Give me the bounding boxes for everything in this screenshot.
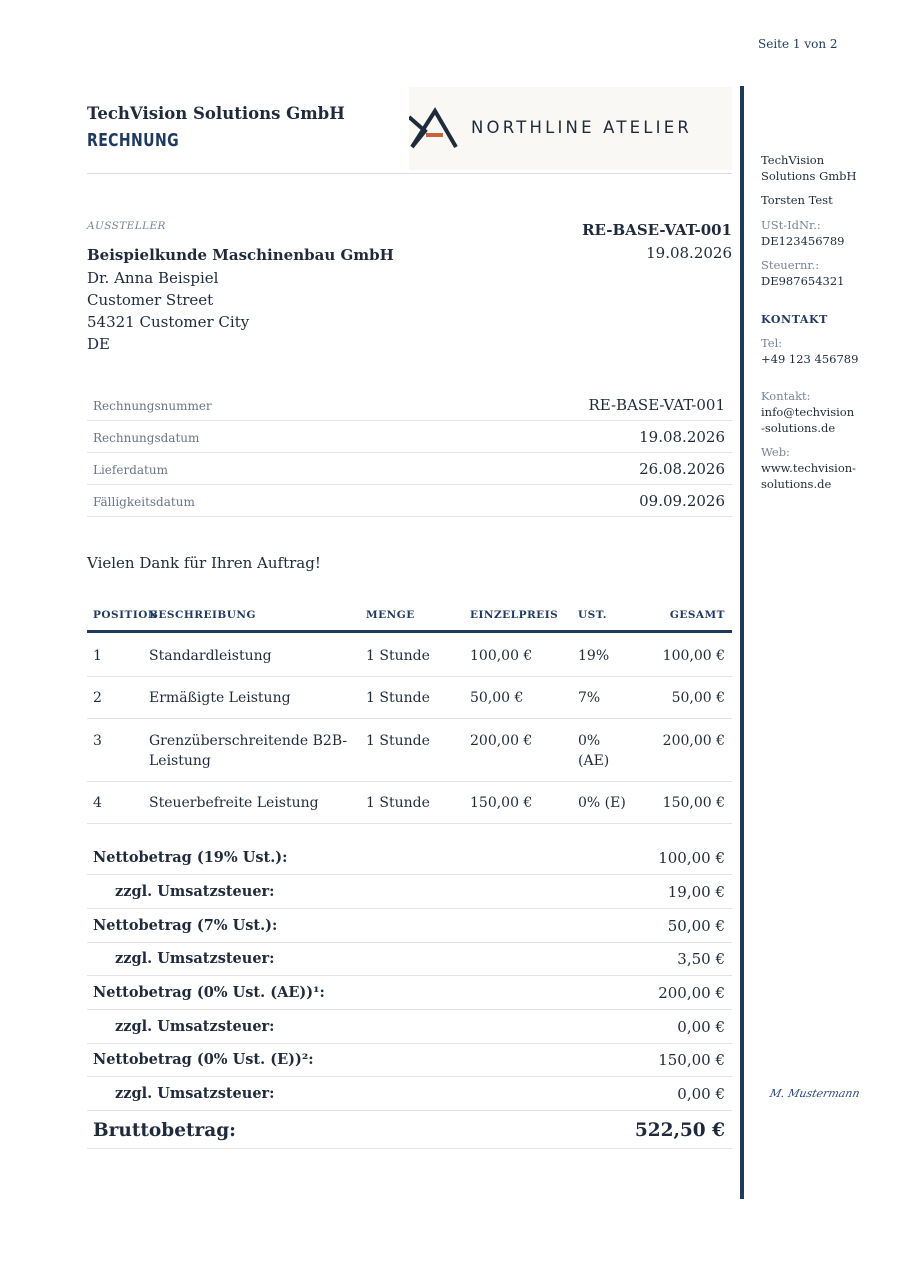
invoice-number: RE-BASE-VAT-001 [582,221,732,239]
total-label: zzgl. Umsatzsteuer: [115,883,275,900]
gross-total-row [87,1111,732,1149]
logo-text: NORTHLINE ATELIER [471,118,693,137]
cell-total: 200,00 € [662,733,725,749]
cell-position: 2 [93,690,102,706]
cell-quantity: 1 Stunde [366,690,430,706]
sidebar-tax-value: DE987654321 [761,274,845,288]
total-value: 3,50 € [677,950,725,968]
cell-description: Steuerbefreite Leistung [149,795,319,811]
total-label: Nettobetrag (7% Ust.): [93,917,278,934]
sidebar-contact-heading: KONTAKT [761,313,828,326]
page-indicator: Seite 1 von 2 [758,37,838,51]
total-value: 150,00 € [658,1051,725,1069]
total-value: 19,00 € [667,883,725,901]
meta-label: Fälligkeitsdatum [93,495,195,509]
cell-description: Grenzüberschreitende B2B- [149,733,348,749]
meta-value: 26.08.2026 [639,460,725,478]
total-label: Nettobetrag (0% Ust. (AE))¹: [93,984,325,1001]
cell-total: 100,00 € [662,648,725,664]
total-label: Nettobetrag (19% Ust.): [93,849,288,866]
meta-value: RE-BASE-VAT-001 [588,396,725,414]
sidebar-vat-value: DE123456789 [761,234,845,248]
total-value: 0,00 € [677,1085,725,1103]
company-name: TechVision Solutions GmbH [87,104,345,123]
gross-total-value: 522,50 € [634,1120,725,1141]
total-row [87,909,732,943]
issuer-country: DE [87,335,110,353]
sidebar-mail-line[interactable]: info@techvision [761,405,855,419]
logo-mark-icon [409,105,461,151]
meta-row [87,420,732,453]
issuer-street: Customer Street [87,291,214,309]
cell-position: 4 [93,795,102,811]
total-label: zzgl. Umsatzsteuer: [115,1085,275,1102]
sidebar-accent-bar [740,86,744,1199]
cell-total: 50,00 € [671,690,725,706]
cell-quantity: 1 Stunde [366,795,430,811]
cell-unit-price: 200,00 € [470,733,533,749]
col-header-unit-price: EINZELPREIS [470,609,559,621]
sidebar-company-line: TechVision [761,153,825,167]
cell-unit-price: 150,00 € [470,795,533,811]
cell-vat-code: (AE) [578,753,610,769]
meta-value: 09.09.2026 [639,492,725,510]
total-row [87,1010,732,1044]
gross-total-label: Bruttobetrag: [93,1120,237,1141]
thanks-message: Vielen Dank für Ihren Auftrag! [87,554,321,572]
cell-description-cont: Leistung [149,753,211,769]
col-header-position: POSITION [93,609,159,621]
meta-value: 19.08.2026 [639,428,725,446]
sidebar-web-line[interactable]: solutions.de [761,476,832,491]
total-label: zzgl. Umsatzsteuer: [115,950,275,967]
sidebar-mail-line[interactable]: -solutions.de [761,420,836,435]
total-value: 0,00 € [677,1018,725,1036]
sidebar-web-value[interactable] [761,461,861,492]
total-row [87,976,732,1010]
total-row [87,841,732,875]
meta-row [87,388,732,421]
table-row [87,676,732,719]
col-header-vat: UST. [578,609,607,621]
meta-row [87,452,732,485]
col-header-total: GESAMT [669,609,725,621]
cell-quantity: 1 Stunde [366,733,430,749]
sidebar-tax-label: Steuernr.: [761,258,820,272]
total-label: zzgl. Umsatzsteuer: [115,1018,275,1035]
col-header-description: BESCHREIBUNG [149,609,256,621]
cell-quantity: 1 Stunde [366,648,430,664]
cell-position: 3 [93,733,102,749]
sidebar-vat-label: USt-IdNr.: [761,218,821,232]
cell-description: Standardleistung [149,648,272,664]
sidebar-tel-value: +49 123 456789 [761,352,859,366]
total-row [87,942,732,976]
sidebar-mail-label: Kontakt: [761,389,811,403]
sidebar-person: Torsten Test [761,193,833,207]
issuer-company: Beispielkunde Maschinenbau GmbH [87,246,394,264]
col-header-quantity: MENGE [366,609,415,621]
cell-unit-price: 100,00 € [470,648,533,664]
table-header-rule [87,630,732,633]
cell-vat: 19% [578,648,610,664]
table-row [87,718,732,782]
sidebar-mail-value[interactable] [761,405,861,436]
total-row [87,1043,732,1077]
total-value: 200,00 € [658,984,725,1002]
invoice-date: 19.08.2026 [646,244,732,262]
cell-total: 150,00 € [662,795,725,811]
issuer-label: AUSSTELLER [87,220,166,232]
sidebar-tel-label: Tel: [761,336,783,350]
sidebar-web-line[interactable]: www.techvision- [761,461,857,475]
issuer-city: 54321 Customer City [87,313,250,331]
cell-vat: 0% [578,733,601,749]
document-type: RECHNUNG [87,130,180,151]
cell-position: 1 [93,648,102,664]
cell-vat: 7% [578,690,601,706]
cell-vat: 0% (E) [578,795,626,811]
table-row [87,781,732,824]
meta-row [87,484,732,517]
meta-label: Rechnungsnummer [93,399,212,413]
cell-unit-price: 50,00 € [470,690,524,706]
meta-label: Lieferdatum [93,463,168,477]
meta-label: Rechnungsdatum [93,431,200,445]
total-label: Nettobetrag (0% Ust. (E))²: [93,1051,314,1068]
sidebar-company-line: Solutions GmbH [761,168,857,183]
sidebar-company [761,153,861,184]
header-divider [87,173,732,174]
total-row [87,875,732,909]
total-value: 100,00 € [658,849,725,867]
issuer-contact: Dr. Anna Beispiel [87,269,219,287]
cell-description: Ermäßigte Leistung [149,690,291,706]
sidebar-web-label: Web: [761,445,790,459]
logo [409,87,732,170]
table-row [87,634,732,677]
total-value: 50,00 € [667,917,725,935]
signature: M. Mustermann [768,1087,861,1100]
total-row [87,1077,732,1111]
